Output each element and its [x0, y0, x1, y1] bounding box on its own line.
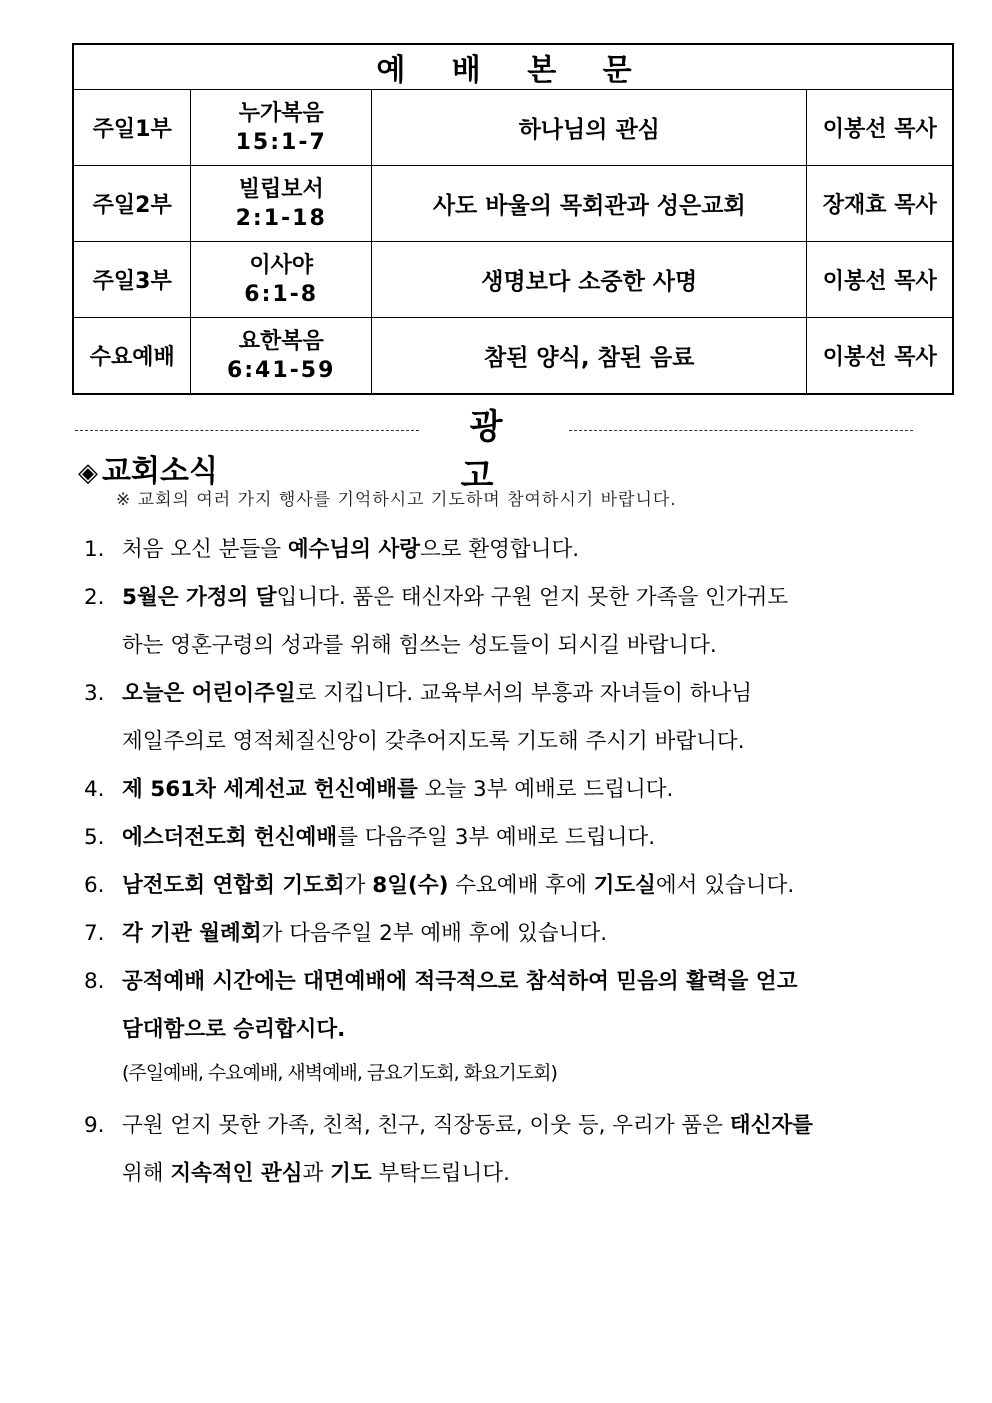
sermon-table [72, 43, 954, 395]
list-item-text: 오늘 3부 예배로 드립니다. [417, 777, 674, 802]
list-item-emphasis: 기도실 [593, 873, 656, 898]
list-item-emphasis: 기도 [330, 1161, 372, 1186]
church-news-note: ※ 교회의 여러 가지 행사를 기억하시고 기도하며 참여하시기 바랍니다. [116, 490, 677, 510]
list-item-text: 가 다음주일 2부 예배 후에 있습니다. [261, 921, 608, 946]
list-item-number: 9. [84, 1113, 105, 1138]
list-item-text: 수요예배 후에 [448, 873, 594, 898]
list-item-emphasis: 각 기관 월례회 [122, 921, 262, 946]
list-item [84, 964, 797, 995]
scripture-verse: 15:1-7 [235, 129, 327, 155]
list-item-continuation [122, 1012, 345, 1043]
scripture [191, 242, 372, 318]
list-item-text: 부탁드립니다. [371, 1161, 510, 1186]
preacher: 장재효 목사 [807, 166, 953, 242]
list-item [84, 868, 794, 899]
preacher: 이봉선 목사 [807, 90, 953, 166]
list-item [84, 772, 673, 803]
announcement-title: 광 고 [460, 407, 539, 496]
list-item-text: 제일주의로 영적체질신앙이 갖추어지도록 기도해 주시기 바랍니다. [122, 729, 745, 754]
church-news-title: 교회소식 [102, 454, 218, 489]
table-row [73, 166, 953, 242]
list-item-number: 2. [84, 585, 105, 610]
preacher: 이봉선 목사 [807, 242, 953, 318]
scripture [191, 166, 372, 242]
list-item-emphasis: 5월은 가정의 달 [122, 585, 277, 610]
list-item-number: 5. [84, 825, 105, 850]
list-item-text: 에서 있습니다. [655, 873, 795, 898]
scripture-verse: 6:1-8 [244, 281, 319, 307]
list-item-text: 를 다음주일 3부 예배로 드립니다. [337, 825, 656, 850]
list-item-number: 8. [84, 969, 105, 994]
list-item-text: 구원 얻지 못한 가족, 친척, 친구, 직장동료, 이웃 등, 우리가 품은 [122, 1113, 730, 1138]
service-name: 수요예배 [73, 318, 191, 395]
sermon-title: 사도 바울의 목회관과 성은교회 [372, 166, 807, 242]
list-item [84, 916, 607, 947]
list-item-continuation [122, 1156, 510, 1187]
list-item [84, 580, 788, 611]
list-item-subnote: (주일예배, 수요예배, 새벽예배, 금요기도회, 화요기도회) [122, 1062, 557, 1084]
list-item [84, 532, 579, 563]
list-item [84, 820, 655, 851]
list-item-text: 과 [302, 1161, 331, 1186]
list-item-text: 처음 오신 분들을 [122, 537, 288, 562]
divider-right [569, 430, 913, 431]
list-item-text: 하는 영혼구령의 성과를 위해 힘쓰는 성도들이 되시길 바랍니다. [122, 633, 717, 658]
scripture-verse: 6:41-59 [226, 357, 336, 383]
list-item-text: 입니다. 품은 태신자와 구원 얻지 못한 가족을 인가귀도 [276, 585, 789, 610]
service-name: 주일3부 [73, 242, 191, 318]
scripture-book: 요한복음 [238, 328, 324, 354]
sermon-title: 생명보다 소중한 사명 [372, 242, 807, 318]
sermon-table-heading: 예 배 본 문 [73, 44, 953, 90]
scripture-verse: 2:1-18 [235, 205, 327, 231]
table-row [73, 242, 953, 318]
service-name: 주일2부 [73, 166, 191, 242]
list-item-emphasis: 태신자를 [729, 1113, 813, 1138]
list-item-emphasis: 오늘은 어린이주일 [122, 681, 296, 706]
scripture-book: 누가복음 [238, 100, 324, 126]
list-item-text: 가 [344, 873, 373, 898]
list-item-emphasis: 지속적인 관심 [170, 1161, 303, 1186]
scripture-book: 빌립보서 [238, 176, 324, 202]
table-row [73, 90, 953, 166]
list-item-number: 7. [84, 921, 105, 946]
list-item-number: 6. [84, 873, 105, 898]
list-item-emphasis: 예수님의 사랑 [287, 537, 420, 562]
list-item-emphasis: 공적예배 시간에는 대면예배에 적극적으로 참석하여 믿음의 활력을 얻고 [122, 969, 798, 994]
list-item-number: 4. [84, 777, 105, 802]
list-item-text: 위해 [122, 1161, 171, 1186]
scripture [191, 318, 372, 395]
service-name: 주일1부 [73, 90, 191, 166]
scripture-book: 이사야 [249, 252, 314, 278]
divider-left [75, 430, 419, 431]
list-item [84, 676, 752, 707]
sermon-title: 참된 양식, 참된 음료 [372, 318, 807, 395]
list-item-emphasis: 남전도회 연합회 기도회 [122, 873, 345, 898]
list-item-emphasis: 담대함으로 승리합시다. [122, 1017, 346, 1042]
diamond-icon: ◈ [78, 458, 98, 488]
preacher: 이봉선 목사 [807, 318, 953, 395]
scripture [191, 90, 372, 166]
church-news-heading [78, 446, 218, 490]
list-item-emphasis: 8일(수) [372, 873, 449, 898]
sermon-title: 하나님의 관심 [372, 90, 807, 166]
list-item-continuation [122, 628, 717, 659]
list-item [84, 1108, 813, 1139]
list-item-emphasis: 제 561차 세계선교 헌신예배를 [122, 777, 418, 802]
list-item-continuation [122, 724, 745, 755]
list-item-number: 3. [84, 681, 105, 706]
list-item-emphasis: 에스더전도회 헌신예배 [122, 825, 338, 850]
list-item-text: 로 지킵니다. 교육부서의 부흥과 자녀들이 하나님 [295, 681, 753, 706]
list-item-number: 1. [84, 537, 105, 562]
list-item-text: 으로 환영합니다. [420, 537, 580, 562]
table-row [73, 318, 953, 395]
